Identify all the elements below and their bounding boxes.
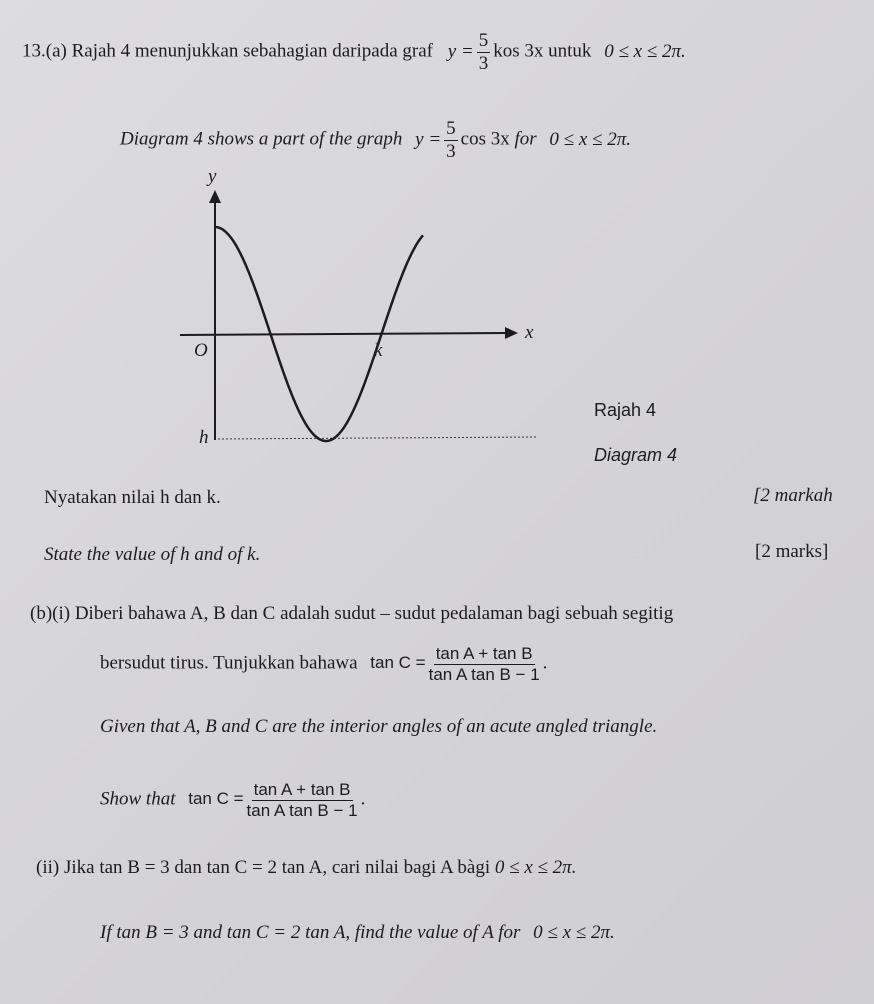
lhs: tan C = — [188, 789, 244, 809]
numerator: 5 — [446, 118, 456, 139]
numerator: tan A + tan B — [253, 780, 351, 799]
marks-english: [2 marks] — [755, 541, 829, 562]
b-i-malay-line1: (b)(i) Diberi bahawa A, B dan C adalah sudut – sudut pedalaman bagi sebuah segitig — [30, 603, 674, 624]
numerator: 5 — [478, 30, 489, 51]
origin-label: O — [194, 340, 208, 361]
denominator: tan A tan B − 1 — [428, 664, 540, 684]
text: Diagram 4 shows a part of the graph — [120, 128, 403, 150]
denominator: tan A tan B − 1 — [246, 800, 358, 820]
h-label: h — [199, 427, 209, 448]
text: 13.(a) Rajah 4 menunjukkan sebahagian daripada graf — [22, 40, 433, 62]
fraction — [429, 644, 540, 684]
k-label: k — [374, 340, 383, 361]
function: cos 3x — [460, 128, 510, 150]
caption-malay: Rajah 4 — [594, 400, 657, 420]
equation-y: y = — [447, 40, 474, 62]
range: 0 ≤ x ≤ 2π. — [604, 40, 686, 62]
text: (ii) Jika tan B = 3 dan tan C = 2 tan A, cari nilai bagi A bàgi — [36, 857, 491, 878]
text: If tan B = 3 and tan C = 2 tan A, find the value of A for — [100, 922, 521, 943]
marks-malay: [2 markah — [753, 485, 833, 506]
function: kos 3x — [493, 40, 544, 62]
b-ii-english — [100, 922, 615, 944]
range: 0 ≤ x ≤ 2π. — [494, 857, 577, 878]
x-axis-label: x — [525, 322, 534, 343]
denominator: 3 — [446, 140, 456, 162]
x-axis — [180, 333, 508, 335]
minimum-dashed-line — [218, 437, 537, 439]
equation-y: y = — [415, 128, 442, 150]
text: Show that — [100, 788, 176, 810]
b-ii-malay — [36, 857, 576, 879]
lhs: tan C = — [370, 653, 426, 673]
y-axis-arrow — [209, 190, 221, 203]
state-english: State the value of h and of k. — [44, 544, 261, 565]
state-malay: Nyatakan nilai h dan k. — [44, 487, 221, 508]
fraction — [247, 780, 358, 820]
b-i-malay-line2: bersudut tirus. Tunjukkan bahawa tan C = $\frac{\text{tan A + tan B}}{\text{tan A tan B − 1}}$ . — [100, 644, 548, 684]
y-axis-label: y — [208, 166, 217, 187]
text: for — [514, 128, 537, 150]
caption-english: Diagram 4 — [594, 445, 678, 465]
b-i-english-line2: Show that tan C = $\frac{\text{tan A + tan B}}{\text{tan A tan B − 1}}$ . — [100, 780, 366, 820]
denominator: 3 — [478, 52, 489, 74]
b-i-english-line1: Given that A, B and C are the interior angles of an acute angled triangle. — [100, 716, 658, 737]
numerator: tan A + tan B — [435, 644, 533, 663]
text: untuk — [548, 40, 592, 62]
range: 0 ≤ x ≤ 2π. — [549, 128, 631, 150]
x-axis-arrow — [505, 327, 518, 339]
range: 0 ≤ x ≤ 2π. — [533, 922, 615, 943]
text: bersudut tirus. Tunjukkan bahawa — [100, 652, 358, 674]
